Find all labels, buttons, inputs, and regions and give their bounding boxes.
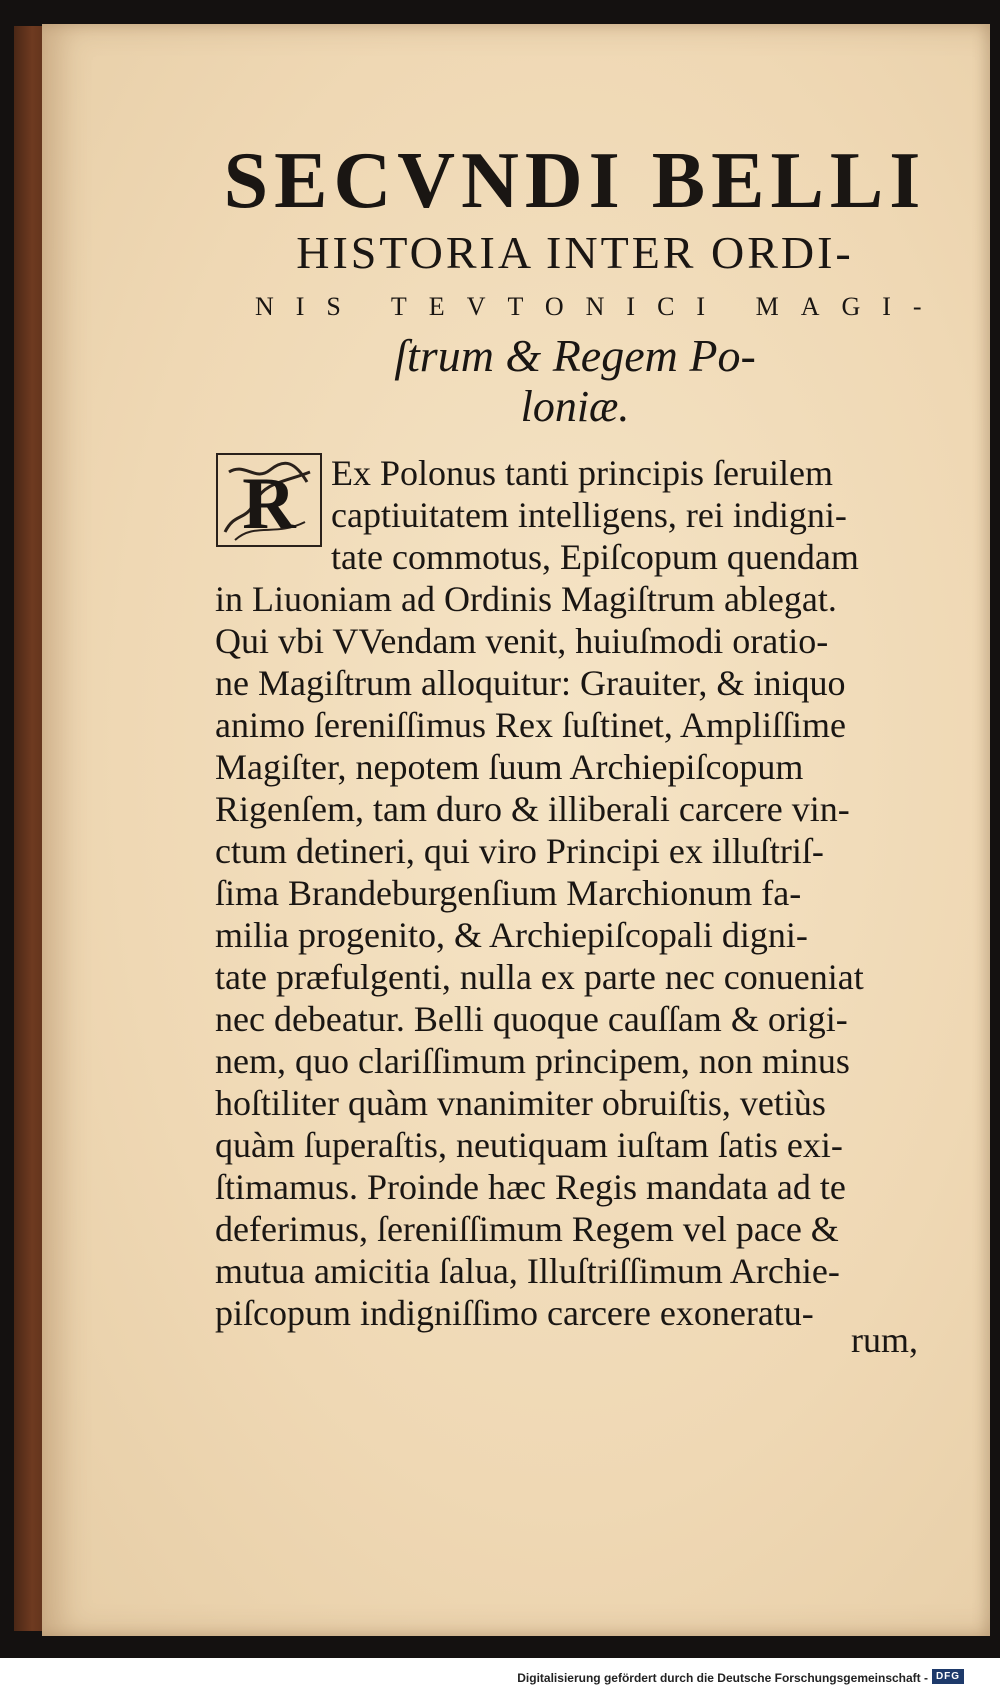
title-line-5: loniæ. — [520, 382, 630, 431]
body-line: quàm ſuperaſtis, neutiquam iuſtam ſatis exi- — [215, 1125, 843, 1165]
decorated-initial — [215, 452, 323, 548]
catchword: rum, — [851, 1320, 918, 1360]
body-line: animo ſereniſſimus Rex ſuſtinet, Ampliſſime — [215, 705, 846, 745]
ornament-initial-icon — [215, 452, 323, 548]
body-line: ſima Brandeburgenſium Marchionum fa- — [215, 873, 802, 913]
body-line: ſtimamus. Proinde hæc Regis mandata ad te — [215, 1167, 846, 1207]
title-line-4: ſtrum & Regem Po- — [394, 330, 756, 381]
body-line: ctum detineri, qui viro Principi ex illuſtriſ- — [215, 831, 824, 871]
title-line-3: NIS TEVTONICI MAGI- — [255, 292, 944, 321]
body-line: Magiſter, nepotem ſuum Archiepiſcopum — [215, 747, 804, 787]
body-line: in Liuoniam ad Ordinis Magiſtrum ablegat. — [215, 579, 837, 619]
dfg-logo-icon: DFG — [932, 1669, 964, 1684]
body-line: tate præfulgenti, nulla ex parte nec conueniat — [215, 957, 864, 997]
body-line: Rigenſem, tam duro & illiberali carcere vin- — [215, 789, 850, 829]
digitization-credit: Digitalisierung gefördert durch die Deutsche Forschungsgemeinschaft - — [517, 1671, 928, 1685]
body-line: tate commotus, Epiſcopum quendam — [331, 537, 859, 577]
body-line: milia progenito, & Archiepiſcopali digni- — [215, 915, 808, 955]
book-page — [42, 24, 990, 1636]
body-line: ne Magiſtrum alloquitur: Grauiter, & iniquo — [215, 663, 846, 703]
body-line: piſcopum indigniſſimo carcere exoneratu- — [215, 1293, 814, 1333]
title-line-1: SECVNDI BELLI — [223, 137, 927, 225]
title-line-2: HISTORIA INTER ORDI- — [296, 227, 854, 278]
svg-text:R: R — [242, 463, 296, 545]
body-line: Ex Polonus tanti principis ſeruilem — [331, 453, 833, 493]
body-line: mutua amicitia ſalua, Illuſtriſſimum Archie- — [215, 1251, 840, 1291]
body-line: captiuitatem intelligens, rei indigni- — [331, 495, 847, 535]
body-line: Qui vbi VVendam venit, huiuſmodi oratio- — [215, 621, 829, 661]
body-line: nec debeatur. Belli quoque cauſſam & origi- — [215, 999, 848, 1039]
body-line: hoſtiliter quàm vnanimiter obruiſtis, vetiùs — [215, 1083, 826, 1123]
body-line: deferimus, ſereniſſimum Regem vel pace & — [215, 1209, 839, 1249]
body-line: nem, quo clariſſimum principem, non minus — [215, 1041, 850, 1081]
